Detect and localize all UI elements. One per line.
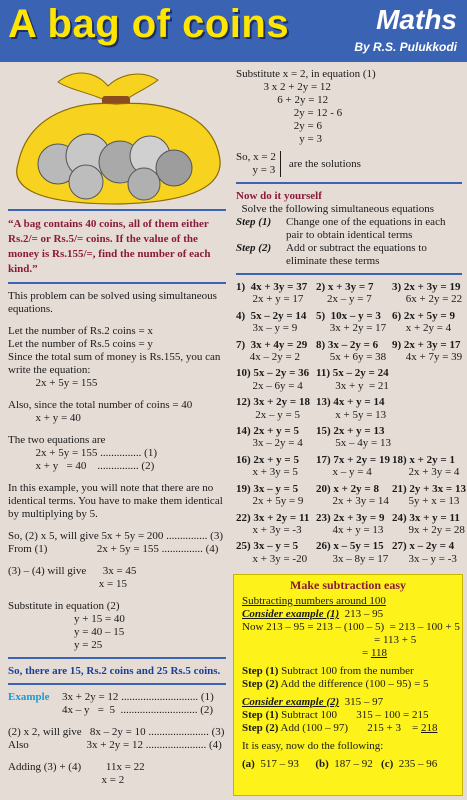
exercise-cell: 18) x + 2y = 1	[392, 453, 455, 466]
c2-step1-label: Step (1)	[242, 709, 279, 721]
exercise-cell: 4) 5x – 2y = 14	[236, 309, 307, 322]
substitute-heading: Substitute x = 2, in equation (1)	[236, 68, 376, 80]
q-b: 187 – 92	[334, 758, 373, 770]
example-add-1: Adding (3) + (4) 11x = 22	[8, 761, 145, 773]
consider1-label: Consider example (1)	[242, 608, 340, 620]
exercise-row	[236, 310, 462, 322]
exercise-cell	[392, 425, 462, 437]
since-text: Since the total sum of money is Rs.155, you can write the equation:	[8, 351, 221, 376]
exercise-cell: 17) 7x + 2y = 19	[316, 453, 390, 466]
divider	[236, 182, 462, 184]
step2-text: Add or subtract the equations to eliminate these terms	[286, 242, 427, 267]
exercise-cell: 3x + y = 21	[316, 379, 389, 392]
exercise-cell: 5x – 4y = 13	[316, 437, 391, 450]
box-step1-text: Subtract 100 from the number	[281, 665, 414, 677]
divider	[8, 282, 226, 284]
exercise-cell: 3) 2x + 3y = 19	[392, 281, 461, 293]
exercise-cell: 2x – y = 7	[316, 293, 372, 306]
divider	[236, 273, 462, 275]
exercise-row	[236, 540, 462, 552]
exercise-cell: 8) 3x – 2y = 6	[316, 338, 379, 351]
exercise-cell: 23) 2x + 3y = 9	[316, 511, 385, 524]
multiply-line: So, (2) x 5, will give 5x + 5y = 200 ............... (3)	[8, 530, 223, 542]
coin-bag-icon	[8, 64, 224, 206]
exercise-cell: x + 3y = 5	[236, 466, 298, 479]
work-line-5: y = 3	[236, 133, 322, 145]
exercise-cell	[392, 396, 462, 408]
subtract-line-1: (3) – (4) will give 3x = 45	[8, 565, 137, 577]
substitute-label: Substitute in equation (2)	[8, 600, 120, 612]
exercise-cell: 4x – 2y = 2	[236, 351, 300, 364]
exercise-row	[236, 281, 462, 293]
example-mult-1: (2) x 2, will give 8x – 2y = 10 ...................... (3)	[8, 726, 225, 738]
exercise-cell: x + 5y = 13	[316, 408, 387, 421]
c2-step2-label: Step (2)	[242, 722, 279, 734]
step1-label: Step (1)	[236, 216, 272, 228]
exercise-cell	[392, 409, 462, 421]
subject-label: Maths	[376, 4, 457, 35]
exercise-cell: 21) 2y + 3x = 13	[392, 482, 466, 495]
example-label: Example	[8, 691, 50, 703]
exercise-row	[236, 425, 462, 437]
exercise-cell: 3x – y = -3	[392, 552, 457, 565]
exercise-cell: 2x + 3y = 14	[316, 495, 389, 508]
box-subheading: Subtracting numbers around 100	[242, 595, 386, 607]
example-eq-1: 3x + 2y = 12 ............................ (1)	[62, 691, 214, 703]
now-heading: Now do it yourself	[236, 190, 322, 202]
solution-x: So, x = 2	[236, 151, 276, 163]
two-eq-1: 2x + 5y = 155 ............... (1)	[8, 447, 157, 459]
exercise-cell: 3x – 8y = 17	[316, 552, 389, 565]
exercise-cell: 2x – y = 5	[236, 408, 300, 421]
c2-step1-text: Subtract 100 315 – 100 = 215	[281, 709, 429, 721]
exercise-cell	[392, 380, 462, 392]
box-step2-text: Add the difference (100 – 95) = 5	[280, 678, 429, 690]
author-label: By R.S. Pulukkodi	[354, 40, 457, 54]
exercise-cell: 6x + 2y = 22	[392, 293, 463, 306]
work-line-2: 6 + 2y = 12	[236, 94, 329, 106]
exercise-cell: 9) 2x + 3y = 17	[392, 338, 461, 351]
exercise-cell: 5y + x = 13	[392, 495, 460, 508]
equation-1: 2x + 5y = 155	[8, 377, 98, 389]
work-line-1: 3 x 2 + 2y = 12	[236, 81, 331, 93]
two-eq-2: x + y = 40 ............... (2)	[8, 460, 155, 472]
exercise-cell: 5x + 6y = 38	[316, 351, 387, 364]
divider	[8, 209, 226, 211]
exercise-cell: 27) x – 2y = 4	[392, 540, 455, 553]
exercise-cell: x + 3y = -3	[236, 523, 302, 536]
exercise-row	[236, 351, 462, 363]
exercise-cell: 9x + 2y = 28	[392, 523, 465, 536]
equation-2: x + y = 40	[8, 412, 81, 424]
exercise-cell	[392, 367, 462, 379]
exercise-cell: 12) 3x + 2y = 18	[236, 396, 310, 409]
exercise-cell: 13) 4x + y = 14	[316, 396, 385, 409]
box-step1-label: Step (1)	[242, 665, 279, 677]
exercise-row	[236, 322, 462, 334]
consider1-value: 213 – 95	[344, 608, 384, 620]
exercise-cell: 2x + 3y = 4	[392, 466, 460, 479]
also-text: Also, since the total number of coins = 40	[8, 399, 193, 411]
exercise-cell: 10) 5x – 2y = 36	[236, 367, 310, 380]
exercise-cell: 7) 3x + 4y = 29	[236, 338, 308, 351]
q-c-label: (c)	[381, 758, 394, 770]
page-title: A bag of coins	[8, 2, 290, 46]
exercise-cell: 3x + 2y = 17	[316, 322, 387, 335]
exercise-cell: x – y = 4	[316, 466, 372, 479]
exercise-cell: 25) 3x – y = 5	[236, 540, 299, 553]
consider2-value: 315 – 97	[344, 696, 384, 708]
note-text: In this example, you will note that there are no identical terms. You have to make them identical by multiplying by 5.	[8, 482, 223, 520]
now-line-1: Now 213 – 95 = 213 – (100 – 5) = 213 – 100 + 5	[242, 621, 460, 633]
two-equations-label: The two equations are	[8, 434, 106, 446]
exercise-row	[236, 380, 462, 392]
from-line: From (1) 2x + 5y = 155 ............... (4)	[8, 543, 219, 555]
divider	[8, 683, 226, 685]
exercise-row	[236, 482, 466, 495]
divider	[8, 657, 226, 659]
exercise-cell: 2) x + 3y = 7	[316, 281, 374, 293]
exercise-cell: 2x – 6y = 4	[236, 379, 303, 392]
exercise-row	[236, 553, 462, 565]
q-c: 235 – 96	[398, 758, 438, 770]
subtraction-box: Make subtraction easy Subtracting numbers around 100 Consider example (1) 213 – 95 Now 213 – 95 = 213 – (100 – 5) = 213 – 100 + 5 = 113 + 5 = 118 Step (1) Subtract 100 from the number Step (2) Add the difference (100 – 95) = 5 Consider example (2) 315 – 97 Step (1) Subtract 100 315 – 100 = 215 Step (2) Add (100 – 97) 215 + 3 = 218 It is easy, now do the following: (a) 517 – 93 (b) 187 – 92 (c) 235 – 96	[233, 574, 463, 796]
substitute-3: y = 25	[8, 639, 103, 651]
box-step2-label: Step (2)	[242, 678, 279, 690]
exercise-cell: 24) 3x + y = 11	[392, 511, 460, 524]
exercise-cell: 2x + y = 17	[236, 293, 304, 306]
example-add-2: x = 2	[8, 774, 125, 786]
intro-text: This problem can be solved using simultaneous equations.	[8, 290, 217, 315]
q-a: 517 – 93	[260, 758, 299, 770]
example-eq-2: 4x – y = 5 ............................ (2)	[62, 704, 214, 716]
exercise-cell: 19) 3x – y = 5	[236, 482, 299, 495]
subtract-line-2: x = 15	[8, 578, 127, 590]
now-result: 118	[370, 647, 388, 659]
box-heading: Make subtraction easy	[290, 578, 406, 592]
exercise-cell: 4x + 7y = 39	[392, 351, 463, 364]
left-column	[8, 204, 226, 787]
exercise-cell: 2x + 5y = 9	[236, 495, 304, 508]
exercise-cell: 3x – 2y = 4	[236, 437, 303, 450]
exercise-cell: 16) 2x + y = 5	[236, 453, 299, 466]
let-x: Let the number of Rs.2 coins = x	[8, 325, 153, 337]
exercise-cell: 14) 2x + y = 5	[236, 425, 299, 438]
substitute-2: y = 40 – 15	[8, 626, 125, 638]
exercise-cell: 3x – y = 9	[236, 322, 298, 335]
exercise-cell: 20) x + 2y = 8	[316, 482, 379, 495]
exercise-row	[236, 466, 462, 478]
c2-result: 218	[420, 722, 438, 734]
exercise-cell: 22) 3x + 2y = 11	[236, 511, 310, 524]
problem-quote: “A bag contains 40 coins, all of them either Rs.2/= or Rs.5/= coins. If the value of the money is Rs.155/=, find the number of each kind.”	[8, 218, 211, 275]
solve-text: Solve the following simultaneous equations	[236, 203, 434, 215]
exercise-cell: 26) x – 5y = 15	[316, 540, 384, 553]
solution-y: y = 3	[236, 164, 276, 176]
easy-text: It is easy, now do the following:	[242, 740, 384, 752]
exercise-cell: 1) 4x + 3y = 37	[236, 281, 308, 293]
work-line-3: 2y = 12 - 6	[236, 107, 343, 119]
exercise-cell: 6) 2x + 5y = 9	[392, 309, 455, 322]
c2-step2-text: Add (100 – 97) 215 + 3 =	[280, 722, 419, 734]
exercise-row	[236, 367, 462, 379]
exercise-cell: 11) 5x – 2y = 24	[316, 367, 389, 380]
exercise-cell	[392, 437, 462, 449]
exercise-cell: x + 2y = 4	[392, 322, 452, 335]
exercise-row	[236, 293, 462, 305]
consider2-label: Consider example (2)	[242, 696, 340, 708]
step1-text: Change one of the equations in each pair to obtain identical terms	[286, 216, 446, 241]
step2-label: Step (2)	[236, 242, 272, 254]
exercise-cell: 5) 10x – y = 3	[316, 309, 381, 322]
exercise-row	[236, 523, 465, 536]
example-mult-2: Also 3x + 2y = 12 ...................... (4)	[8, 739, 222, 751]
exercise-row	[236, 339, 462, 351]
exercise-row	[236, 409, 462, 421]
exercise-list	[236, 281, 466, 565]
q-a-label: (a)	[242, 758, 255, 770]
now-line-2: = 113 + 5	[242, 634, 417, 646]
exercise-row	[236, 512, 462, 524]
solutions-text: are the solutions	[288, 157, 361, 170]
let-y: Let the number of Rs.5 coins = y	[8, 338, 153, 350]
exercise-cell: x + 3y = -20	[236, 552, 308, 565]
answer-text: So, there are 15, Rs.2 coins and 25 Rs.5 coins.	[8, 665, 221, 677]
exercise-cell: 15) 2x + y = 13	[316, 425, 385, 438]
substitute-1: y + 15 = 40	[8, 613, 125, 625]
work-line-4: 2y = 6	[236, 120, 322, 132]
q-b-label: (b)	[315, 758, 329, 770]
exercise-row	[236, 437, 462, 449]
exercise-row	[236, 396, 462, 408]
exercise-cell: 4x + y = 13	[316, 523, 384, 536]
exercise-row	[236, 495, 462, 507]
exercise-row	[236, 454, 462, 466]
header-banner	[0, 0, 467, 62]
right-column	[236, 68, 466, 569]
